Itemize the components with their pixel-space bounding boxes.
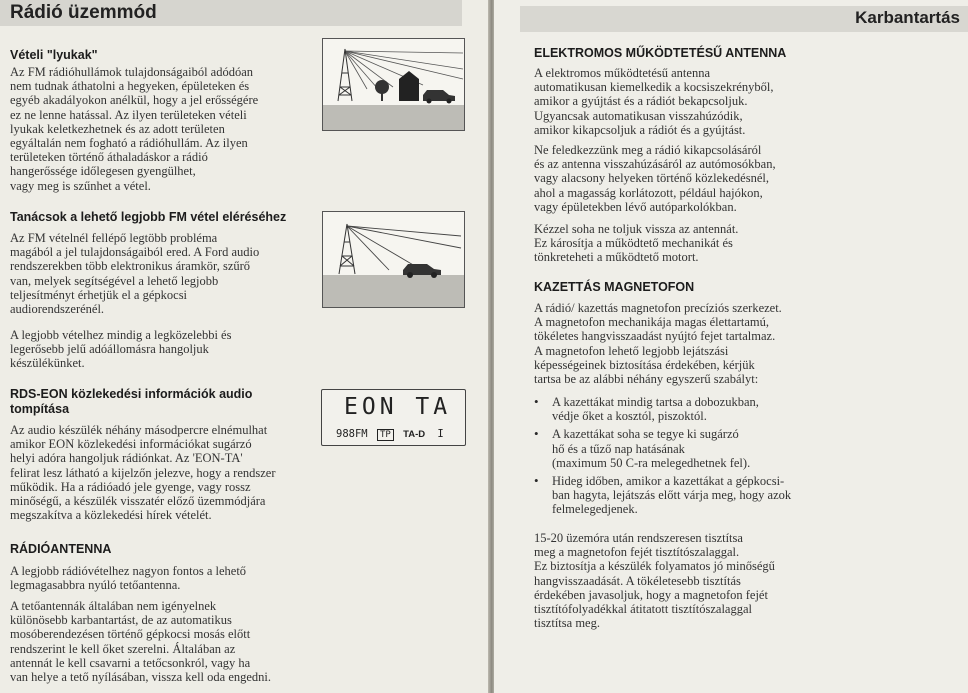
power-antenna-paragraph-2 [534, 143, 954, 214]
cassette-bullet-list [534, 395, 954, 517]
cassette-paragraph-1 [534, 301, 954, 386]
cassette-bullet-3: • Hideg időben, amikor a kazettákat a gépkocsi- ban hagyta, lejátszás előtt várja meg, hogy azok felmelegedjenek. [534, 473, 792, 517]
reception-gaps-text [10, 65, 315, 193]
radio-display [321, 389, 466, 446]
text-line: ban hagyta, lejátszás előtt várja meg, hogy azok [552, 488, 792, 503]
text-line: hangvisszaadását. A tökéletesebb tisztítás [534, 573, 741, 588]
text-line: A kazettákat soha se tegye ki sugárzó [552, 427, 739, 442]
text-line: legerősebb jelű adóállomásra hangoljuk [10, 342, 209, 357]
display-eon-ta: EON TA [344, 394, 452, 420]
text-line: meg a magnetofon fejét tisztítószalaggal. [534, 545, 740, 560]
text-line: amikor EON közlekedési információkat sugárzó [10, 437, 252, 452]
text-line: magából a jel tulajdonságaiból ered. A Ford audio [10, 245, 260, 260]
power-antenna-heading: ELEKTROMOS MŰKÖDTETÉSŰ ANTENNA [534, 46, 787, 60]
display-indicator: I [437, 428, 444, 440]
cassette-cleaning-paragraph [534, 531, 954, 630]
text-line: minőségű, a készülék visszatér előző üzemmódjára [10, 494, 266, 509]
text-line: 15-20 üzemóra után rendszeresen tisztítsa [534, 531, 743, 545]
text-line: egyéb akadályokon anélkül, hogy a jel erősségére [10, 93, 259, 108]
display-status-line [336, 428, 444, 441]
text-line: van helye a tető nyílásában, vissza kell oda engedni. [10, 670, 272, 685]
text-line: Ne feledkezzünk meg a rádió kikapcsolásáról [534, 143, 762, 157]
text-line: A rádió/ kazettás magnetofon precíziós szerkezet. [534, 301, 782, 315]
right-header-bar [520, 6, 968, 32]
reception-gap-drawing [323, 39, 465, 131]
text-line: működik. Ha a rádióadó jele gyenge, vagy rossz [10, 479, 251, 494]
text-line: felirat lesz látható a kijelzőn jelezve, hogy a rendszer [10, 465, 276, 480]
cassette-bullet-2-text [552, 427, 750, 470]
text-line: helyi adóra hangoljuk rádiónkat. Az 'EON-TA' [10, 451, 243, 466]
cassette-bullet-3-text [552, 474, 791, 517]
text-line: ahol a magasság korlátozott, például hajókon, [534, 185, 763, 200]
text-line: ez ne lenne hatással. Az ilyen területeken vételi [10, 107, 247, 122]
text-line: hangerőssége időlegesen gyengülhet, [10, 164, 196, 179]
fm-tips-paragraph-1 [10, 231, 315, 316]
text-line: lyukak keletkezhetnek és az adott területen [10, 121, 225, 136]
text-line: Az audio készülék néhány másodpercre elnémulhat [10, 423, 268, 437]
text-line: A legjobb rádióvételhez nagyon fontos a lehető [10, 564, 247, 578]
text-line: és az antenna visszahúzásáról az autómosókban, [534, 157, 776, 172]
text-line: van, melyek segítségével a lehető legjobb [10, 273, 219, 288]
text-line: védje őket a kosztól, piszoktól. [552, 409, 707, 424]
text-line: Kézzel soha ne toljuk vissza az antennát. [534, 222, 739, 236]
display-frequency: 988FM [336, 428, 368, 440]
power-antenna-paragraph-1 [534, 66, 954, 137]
text-line: vagy meg is szűnhet a vétel. [10, 178, 151, 193]
text-line: vagy épületekben lévő autóparkolókban. [534, 199, 737, 214]
reception-gap-illustration [322, 38, 465, 131]
text-line: antennát le kell csavarni a tetőcsonkról, vagy ha [10, 655, 251, 670]
text-line: amikor a gyújtást és a rádiót bekapcsoljuk. [534, 94, 748, 109]
text-line: készülékünket. [10, 356, 85, 371]
text-line: rendszerekben több elektronikus áramkör, szűrő [10, 259, 251, 274]
text-line: Az FM vételnél fellépő legtöbb probléma [10, 231, 218, 245]
text-line: területeken történő áthaladáskor a rádió [10, 150, 208, 165]
fm-signal-illustration [322, 211, 465, 308]
display-tp-badge: TP [377, 429, 394, 441]
text-line: hő és a tűző nap hatásának [552, 441, 685, 456]
text-line: tompítása [10, 402, 70, 416]
radio-antenna-heading: RÁDIÓANTENNA [10, 542, 112, 556]
text-line: tönkreteheti a működtető motort. [534, 250, 699, 265]
text-line: tisztítófolyadékkal átitatott tisztítószalaggal [534, 602, 752, 617]
text-line: amikor kikapcsoljuk a rádiót és a gyújtást. [534, 122, 746, 137]
text-line: nem tudnak áthatolni a hegyeken, épületeken és [10, 79, 250, 94]
cassette-heading: KAZETTÁS MAGNETOFON [534, 280, 695, 294]
cassette-bullet-1-text [552, 395, 759, 423]
text-line: A kazettákat mindig tartsa a dobozukban, [552, 395, 759, 409]
fm-tips-paragraph-2 [10, 328, 315, 371]
text-line: egyáltalán nem fogható a rádióhullám. Az ilyen [10, 136, 248, 151]
text-line: (maximum 50 C-ra melegedhetnek fel). [552, 455, 751, 470]
text-line: teljesítményt érhetjük el a gépkocsi [10, 287, 188, 302]
text-line: különösebb karbantartást, de az automatikus [10, 613, 232, 628]
text-line: megszakítva a közlekedési hírek vételét. [10, 508, 212, 523]
text-line: Ugyancsak automatikusan visszahúzódik, [534, 108, 743, 123]
cassette-bullet-1: • A kazettákat mindig tartsa a dobozukban, védje őket a kosztól, piszoktól. [534, 394, 759, 424]
text-line: A legjobb vételhez mindig a legközelebbi és [10, 328, 232, 342]
right-page [494, 0, 968, 693]
text-line: audiorendszerénél. [10, 302, 105, 317]
text-line: A magnetofon mechanikája magas élettartamú, [534, 315, 769, 330]
rds-eon-text [10, 423, 315, 522]
left-header-bar [0, 0, 462, 26]
text-line: A magnetofon lehető legjobb lejátszási [534, 343, 729, 358]
text-line: automatikusan kiemelkedik a kocsiszekrényből, [534, 80, 774, 95]
text-line: érdekében javasoljuk, hogy a magnetofon fejét [534, 587, 768, 602]
text-line: tartsa be az alábbi néhány egyszerű szabályt: [534, 372, 759, 387]
left-page-title: Rádió üzemmód [10, 2, 157, 23]
fm-signal-drawing [323, 212, 465, 308]
text-line: mosóberendezésen történő gépkocsi mosás előtt [10, 627, 251, 642]
text-line: A tetőantennák általában nem igényelnek [10, 599, 217, 613]
display-ta-mode: TA-D [403, 429, 426, 440]
right-page-title: Karbantartás [855, 8, 960, 27]
text-line: legmagasabbra nyúló tetőantenna. [10, 578, 181, 593]
text-line: Hideg időben, amikor a kazettákat a gépkocsi- [552, 474, 785, 489]
text-line: vagy alacsony helyeken történő közlekedésnél, [534, 171, 769, 186]
text-line: A elektromos működtetésű antenna [534, 66, 711, 80]
text-line: tökéletes hangvisszaadást nyújtó fejet tartalmaz. [534, 329, 776, 344]
text-line: Ez biztosítja a készülék folyamatos jó minőségű [534, 559, 775, 574]
text-line: rendszerint le kell őket szerelni. Általában az [10, 641, 236, 656]
text-line: Az FM rádióhullámok tulajdonságaiból adódóan [10, 65, 254, 79]
radio-antenna-paragraph-2 [10, 599, 320, 684]
fm-tips-heading: Tanácsok a lehető legjobb FM vétel eléréséhez [10, 210, 287, 224]
reception-gaps-heading: Vételi "lyukak" [10, 48, 98, 62]
text-line: Ez károsítja a működtető mechanikát és [534, 236, 733, 251]
cassette-bullet-2: • A kazettákat soha se tegye ki sugárzó hő és a tűző nap hatásának (maximum 50 C-ra melegedhetnek fel). [534, 426, 751, 470]
text-line: RDS-EON közlekedési információk audio [10, 387, 253, 401]
rds-eon-heading [10, 387, 252, 417]
power-antenna-paragraph-3 [534, 222, 954, 265]
text-line: felmelegedjenek. [552, 502, 638, 517]
text-line: képességeinek biztosítása érdekében, kérjük [534, 357, 755, 372]
radio-antenna-paragraph-1 [10, 564, 315, 592]
text-line: tisztítsa meg. [534, 616, 600, 631]
